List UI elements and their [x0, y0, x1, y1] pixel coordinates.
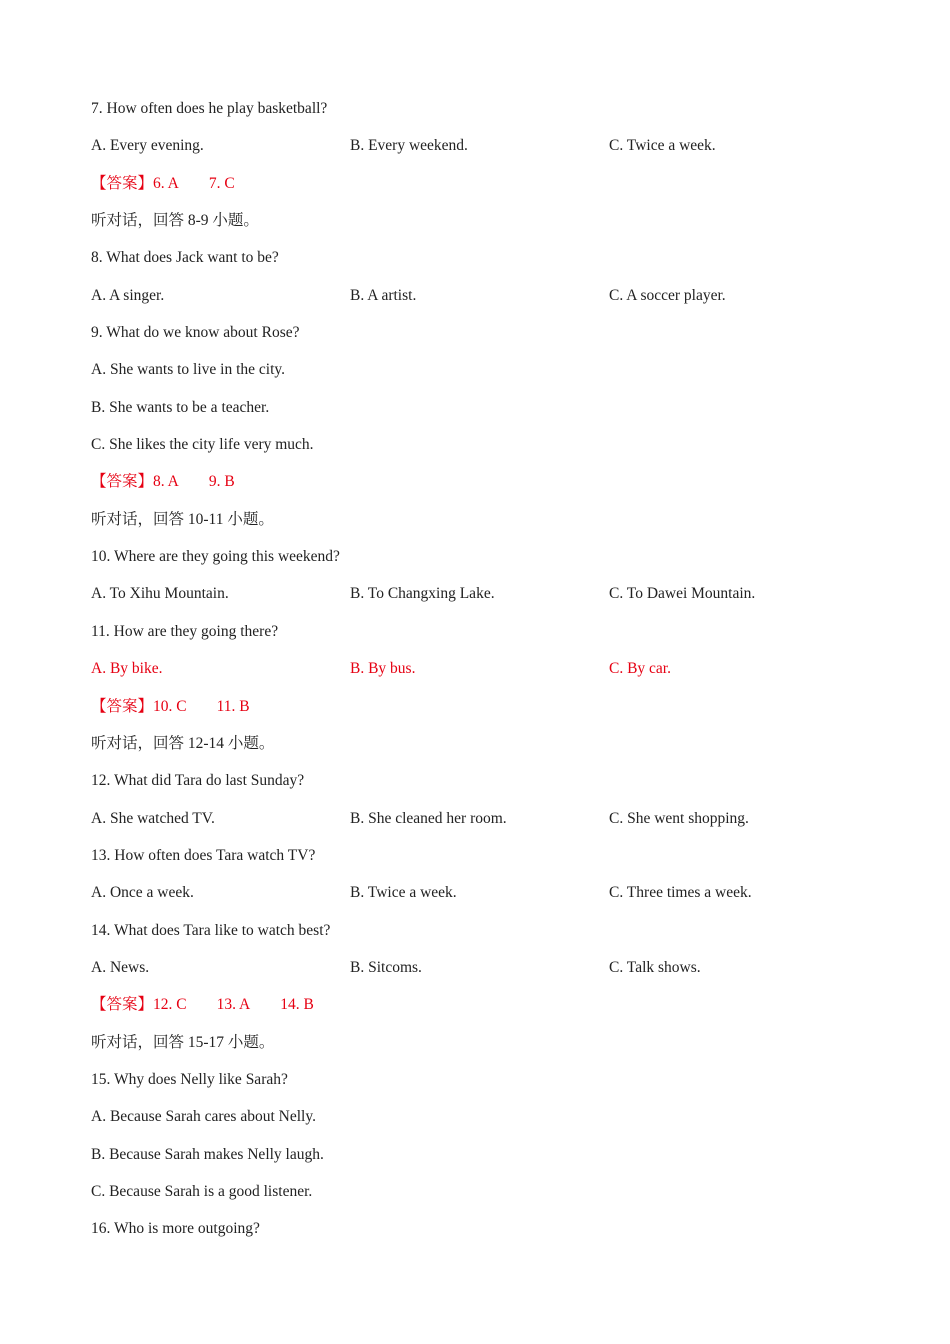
text-line: 听对话，回答 8-9 小题。	[91, 212, 259, 230]
option-a: A. She watched TV.	[91, 809, 215, 827]
text-line: 13. How often does Tara watch TV?	[91, 846, 316, 864]
answer-tag: 【答案】	[91, 996, 154, 1014]
answer-line	[91, 172, 891, 209]
text-line: 听对话，回答 10-11 小题。	[91, 510, 274, 528]
option-b: B. To Changxing Lake.	[350, 585, 495, 603]
text-line: 11. How are they going there?	[91, 622, 279, 640]
options-row	[91, 807, 891, 844]
answer-tag: 【答案】	[91, 473, 154, 491]
answer-item: 11. B	[216, 697, 250, 715]
answer-item: 14. B	[280, 996, 314, 1014]
answer-tag: 【答案】	[91, 697, 154, 715]
text-line: A. She wants to live in the city.	[91, 361, 286, 379]
options-row	[91, 881, 891, 918]
answer-line	[91, 993, 891, 1030]
options-row	[91, 657, 891, 694]
text-line: 听对话，回答 12-14 小题。	[91, 734, 275, 752]
option-a: A. News.	[91, 958, 150, 976]
option-a: A. By bike.	[91, 660, 163, 678]
options-row	[91, 284, 891, 321]
options-row	[91, 582, 891, 619]
options-row	[91, 134, 891, 171]
option-c: C. She went shopping.	[609, 809, 749, 827]
answer-line	[91, 470, 891, 507]
option-b: B. Sitcoms.	[350, 958, 422, 976]
text-line: 15. Why does Nelly like Sarah?	[91, 1070, 288, 1088]
answer-item: 10. C	[153, 697, 187, 715]
option-c: C. A soccer player.	[609, 286, 726, 304]
option-b: B. A artist.	[350, 286, 417, 304]
option-b: B. Every weekend.	[350, 137, 468, 155]
answer-item: 6. A	[153, 174, 179, 192]
option-c: C. By car.	[609, 660, 671, 678]
text-line: 7. How often does he play basketball?	[91, 100, 328, 117]
text-line: A. Because Sarah cares about Nelly.	[91, 1108, 316, 1126]
option-a: A. Every evening.	[91, 137, 204, 155]
answer-line	[91, 695, 891, 732]
options-row	[91, 956, 891, 993]
option-b: B. Twice a week.	[350, 884, 457, 902]
text-line: 14. What does Tara like to watch best?	[91, 921, 331, 939]
text-line: 16. Who is more outgoing?	[91, 1220, 260, 1238]
option-a: A. Once a week.	[91, 884, 194, 902]
option-c: C. Three times a week.	[609, 884, 752, 902]
text-line: C. She likes the city life very much.	[91, 436, 314, 454]
option-c: C. Talk shows.	[609, 958, 701, 976]
answer-item: 12. C	[153, 996, 187, 1014]
text-line: B. Because Sarah makes Nelly laugh.	[91, 1145, 324, 1163]
option-c: C. Twice a week.	[609, 137, 716, 155]
answer-item: 9. B	[208, 473, 235, 491]
text-line: 听对话，回答 15-17 小题。	[91, 1033, 275, 1051]
text-line: 9. What do we know about Rose?	[91, 324, 300, 342]
text-line: 12. What did Tara do last Sunday?	[91, 772, 305, 790]
text-line: 10. Where are they going this weekend?	[91, 548, 340, 566]
document-page	[91, 97, 891, 1255]
option-a: A. A singer.	[91, 286, 165, 304]
text-line: 8. What does Jack want to be?	[91, 249, 279, 267]
option-b: B. She cleaned her room.	[350, 809, 507, 827]
answer-item: 13. A	[216, 996, 251, 1014]
option-b: B. By bus.	[350, 660, 416, 678]
answer-tag: 【答案】	[91, 174, 154, 192]
text-line: C. Because Sarah is a good listener.	[91, 1182, 313, 1200]
option-c: C. To Dawei Mountain.	[609, 585, 756, 603]
answer-item: 7. C	[208, 174, 235, 192]
option-a: A. To Xihu Mountain.	[91, 585, 229, 603]
answer-item: 8. A	[153, 473, 179, 491]
text-line: B. She wants to be a teacher.	[91, 398, 270, 416]
